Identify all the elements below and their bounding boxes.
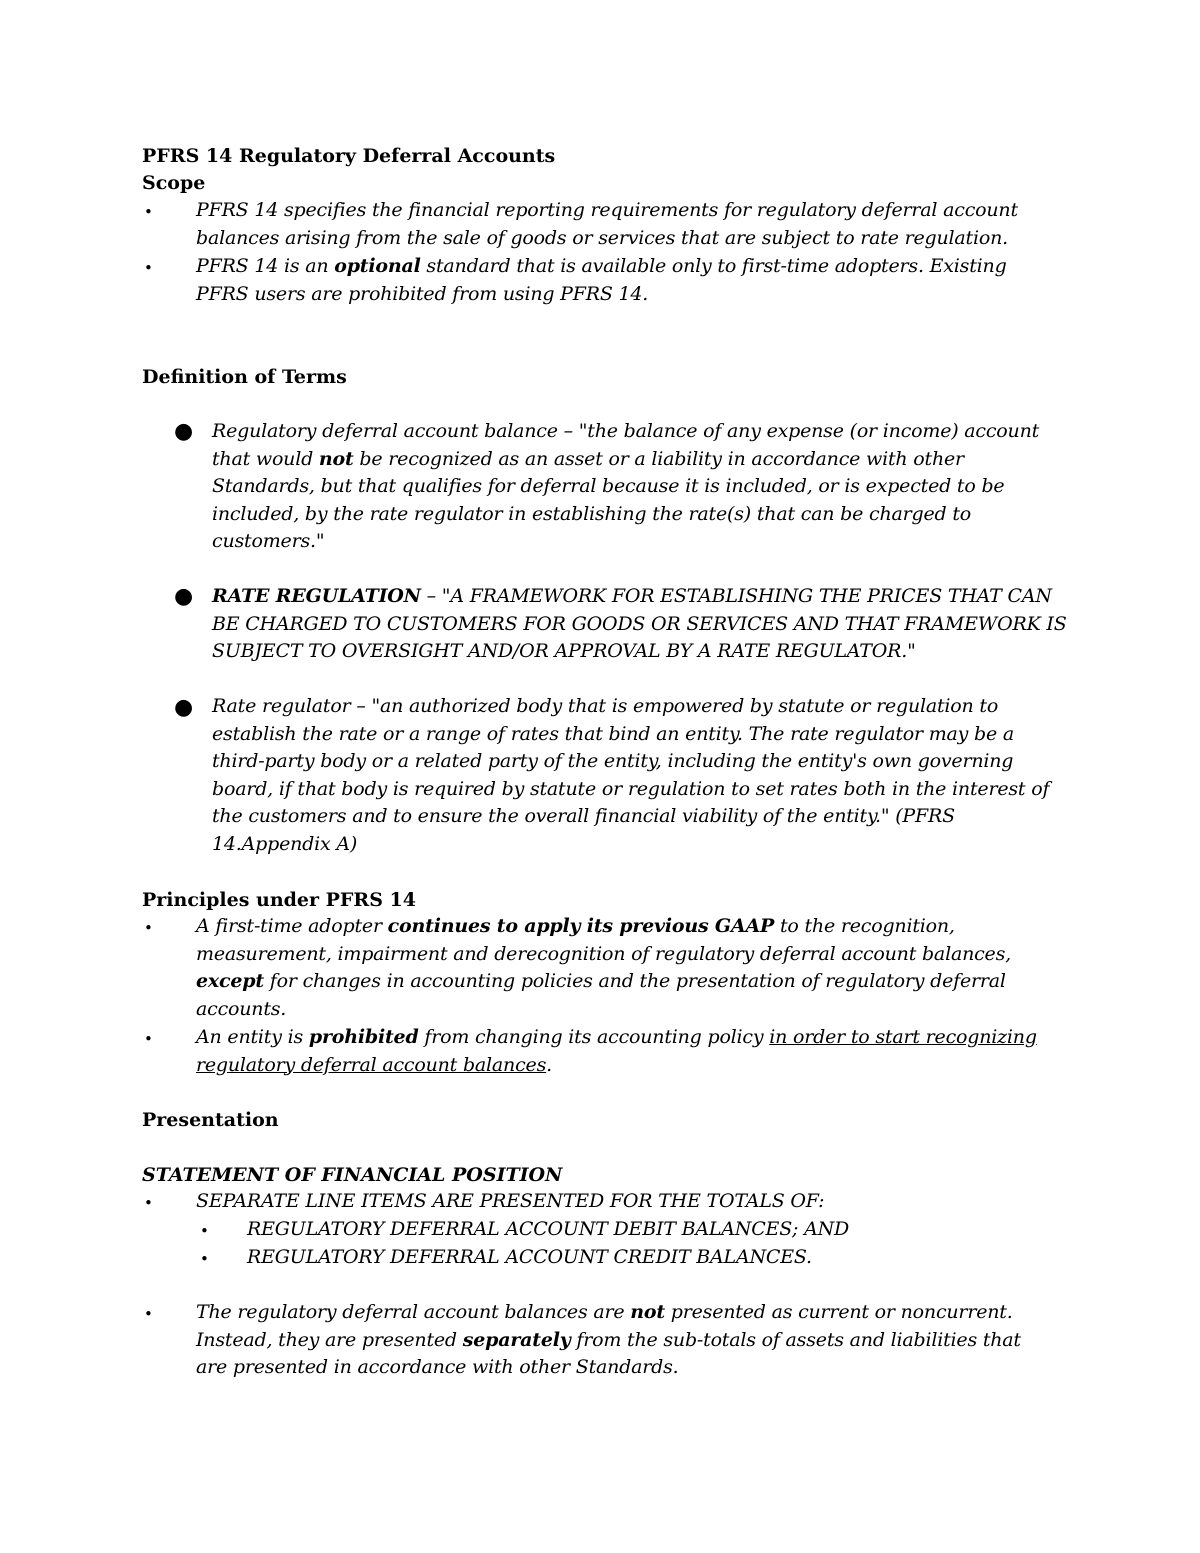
dot-bullet-icon: ● <box>174 695 194 720</box>
bullet-icon: • <box>200 1250 209 1268</box>
dot-bullet-icon: ● <box>174 584 194 609</box>
dot-bullet-icon: ● <box>174 419 194 444</box>
statement-of-financial-position-heading: STATEMENT OF FINANCIAL POSITION <box>142 1164 563 1186</box>
debit-balances-item: REGULATORY DEFERRAL ACCOUNT DEBIT BALANCES; AND <box>247 1218 850 1240</box>
bullet-icon: • <box>200 1222 209 1240</box>
bullet-icon: • <box>144 203 153 221</box>
definition-rate-regulator: Rate regulator – "an authorized body that is empowered by statute or regulation to establish the rate or a range of rates that bind an entity. The rate regulator may be a third-party body or a related party of the entity, including the entity's own governing board, if that body is required by statute or regulation to set rates both in the interest of the customers and to ensure the overall financial viability of the entity." (PFRS 14.Appendix A) <box>212 695 1050 855</box>
credit-balances-item: REGULATORY DEFERRAL ACCOUNT CREDIT BALANCES. <box>247 1246 812 1268</box>
bullet-icon: • <box>144 1305 153 1323</box>
bullet-icon: • <box>144 1194 153 1212</box>
scope-bullet-1: PFRS 14 specifies the financial reporting requirements for regulatory deferral account balances arising from the sale of goods or services that are subject to rate regulation. <box>196 199 1018 249</box>
bullet-icon: • <box>144 919 153 937</box>
definition-regulatory-deferral-account-balance: Regulatory deferral account balance – "the balance of any expense (or income) account that would not be recognized as an asset or a liability in accordance with other Standards, but that qualifies for deferral because it is included, or is expected to be included, by the rate regulator in establishing the rate(s) that can be charged to customers." <box>212 420 1040 552</box>
definitions-heading: Definition of Terms <box>142 366 347 388</box>
bullet-icon: • <box>144 259 153 277</box>
scope-bullet-2: PFRS 14 is an optional standard that is available only to first-time adopters. Existing PFRS users are prohibited from using PFRS 14. <box>196 255 1007 305</box>
document-title: PFRS 14 Regulatory Deferral Accounts <box>142 145 556 167</box>
bullet-icon: • <box>144 1030 153 1048</box>
principles-bullet-2: An entity is prohibited from changing its accounting policy in order to start recognizing regulatory deferral account balances. <box>196 1026 1037 1076</box>
definition-rate-regulation: RATE REGULATION – "A FRAMEWORK FOR ESTABLISHING THE PRICES THAT CAN BE CHARGED TO CUSTOMERS FOR GOODS OR SERVICES AND THAT FRAMEWORK IS SUBJECT TO OVERSIGHT AND/OR APPROVAL BY A RATE REGULATOR." <box>212 585 1067 662</box>
principles-heading: Principles under PFRS 14 <box>142 889 416 911</box>
presentation-note: The regulatory deferral account balances are not presented as current or noncurrent. Instead, they are presented separately from the sub-totals of assets and liabilities that are presented in accordance with other Standards. <box>196 1301 1021 1378</box>
separate-line-items-lead: SEPARATE LINE ITEMS ARE PRESENTED FOR THE TOTALS OF: <box>196 1190 825 1212</box>
scope-heading: Scope <box>142 172 206 194</box>
presentation-heading: Presentation <box>142 1109 279 1131</box>
principles-bullet-1: A first-time adopter continues to apply its previous GAAP to the recognition, measurement, impairment and derecognition of regulatory deferral account balances, except for changes in accounting policies and the presentation of regulatory deferral accounts. <box>196 915 1011 1020</box>
